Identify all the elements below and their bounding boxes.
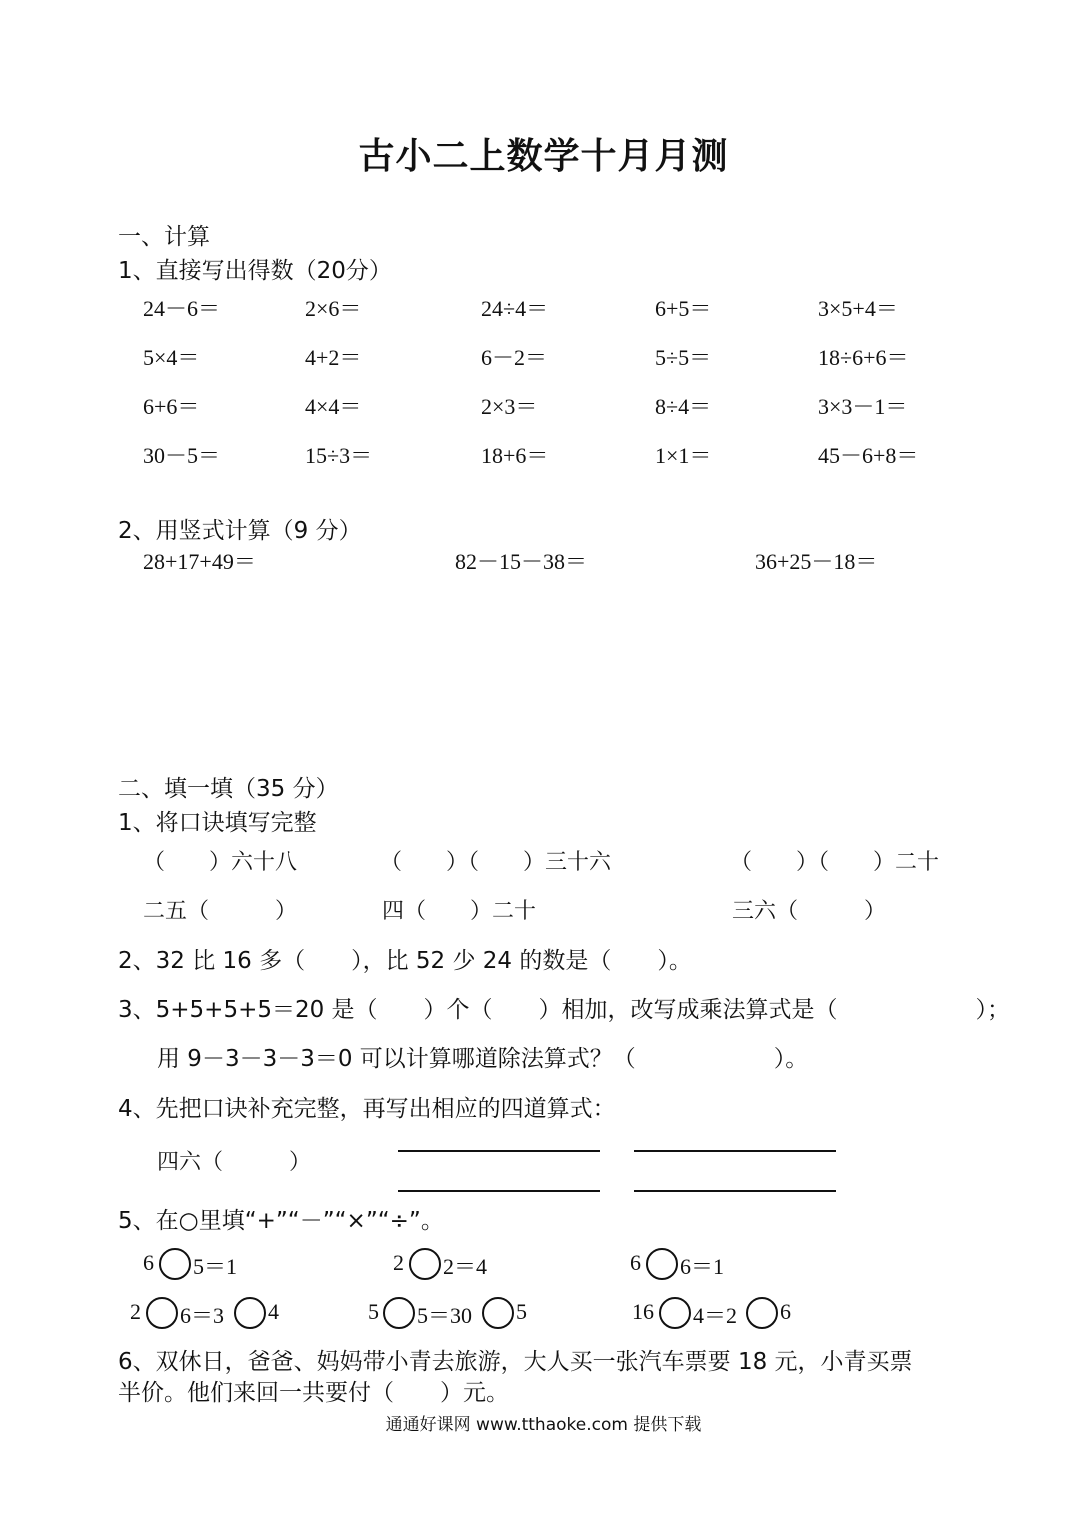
operand: 6: [143, 1250, 154, 1275]
answer-line: [398, 1150, 600, 1152]
q1-label: 1、直接写出得数（20分）: [118, 258, 392, 284]
operand: 2: [393, 1250, 404, 1275]
s2-q2: 2、32 比 16 多（ ），比 52 少 24 的数是（ ）。: [118, 948, 692, 974]
operand: 16: [632, 1299, 654, 1324]
operand: 2: [130, 1299, 141, 1324]
q2-label: 2、用竖式计算（9 分）: [118, 518, 362, 544]
operator-circle: [234, 1297, 266, 1329]
section2-heading: 二、填一填（35 分）: [118, 776, 339, 802]
operator-circle: [159, 1248, 191, 1280]
vertical-calc-item: 28+17+49＝: [143, 549, 256, 574]
operand: 6: [780, 1299, 791, 1324]
answer-line: [398, 1190, 600, 1192]
s2-q5-label: 5、在○里填“+”“－”“×”“÷”。: [118, 1208, 444, 1234]
operand: 4＝2: [693, 1303, 738, 1328]
operand: 4: [268, 1299, 279, 1324]
footer-credit: 通通好课网 www.tthaoke.com 提供下载: [385, 1415, 702, 1435]
operand: 2＝4: [443, 1254, 488, 1279]
calc-item: 2×6＝: [305, 296, 362, 321]
operator-circle: [646, 1248, 678, 1280]
calc-item: 1×1＝: [655, 443, 712, 468]
operand: 5: [516, 1299, 527, 1324]
s2-q4-prompt: 四六（ ）: [157, 1150, 312, 1175]
mnemonic-blank: 四（ ）二十: [382, 899, 537, 924]
operator-circle: [482, 1297, 514, 1329]
mnemonic-blank: 三六（ ）: [732, 899, 887, 924]
vertical-calc-item: 82－15－38＝: [455, 549, 588, 574]
s2-q1-label: 1、将口诀填写完整: [118, 810, 317, 836]
operator-circle: [146, 1297, 178, 1329]
calc-item: 4+2＝: [305, 345, 362, 370]
s2-q3-line1: 3、5+5+5+5＝20 是（ ）个（ ）相加，改写成乘法算式是（ ）；: [118, 997, 1011, 1023]
calc-item: 6－2＝: [481, 345, 548, 370]
operand: 6: [630, 1250, 641, 1275]
s2-q6-line1: 6、双休日，爸爸、妈妈带小青去旅游，大人买一张汽车票要 18 元，小青买票: [118, 1349, 913, 1375]
s2-q6-line2: 半价。他们来回一共要付（ ）元。: [118, 1380, 509, 1406]
mnemonic-blank: （ ）（ ）二十: [730, 850, 940, 875]
calc-item: 6+5＝: [655, 296, 712, 321]
operand: 6＝3: [180, 1303, 225, 1328]
s2-q3-line2: 用 9－3－3－3＝0 可以计算哪道除法算式？（ ）。: [157, 1046, 809, 1072]
mnemonic-blank: 二五（ ）: [143, 899, 298, 924]
calc-item: 15÷3＝: [305, 443, 373, 468]
calc-item: 18÷6+6＝: [818, 345, 909, 370]
calc-item: 8÷4＝: [655, 394, 712, 419]
section1-heading: 一、计算: [118, 224, 210, 250]
answer-line: [634, 1190, 836, 1192]
operand: 5＝1: [193, 1254, 238, 1279]
operator-circle: [383, 1297, 415, 1329]
calc-item: 24－6＝: [143, 296, 221, 321]
calc-item: 4×4＝: [305, 394, 362, 419]
operand: 5＝30: [417, 1303, 473, 1328]
calc-item: 30－5＝: [143, 443, 221, 468]
operator-circle: [746, 1297, 778, 1329]
mnemonic-blank: （ ）（ ）三十六: [380, 850, 612, 875]
answer-line: [634, 1150, 836, 1152]
vertical-calc-item: 36+25－18＝: [755, 549, 878, 574]
operand: 6＝1: [680, 1254, 725, 1279]
calc-item: 3×3－1＝: [818, 394, 908, 419]
calc-item: 5÷5＝: [655, 345, 712, 370]
calc-item: 3×5+4＝: [818, 296, 898, 321]
operator-circle: [659, 1297, 691, 1329]
calc-item: 24÷4＝: [481, 296, 549, 321]
calc-item: 45－6+8＝: [818, 443, 919, 468]
calc-item: 6+6＝: [143, 394, 200, 419]
s2-q4-label: 4、先把口诀补充完整，再写出相应的四道算式：: [118, 1096, 616, 1122]
calc-item: 18+6＝: [481, 443, 549, 468]
page-title: 古小二上数学十月月测: [358, 135, 729, 177]
operand: 5: [368, 1299, 379, 1324]
mnemonic-blank: （ ）六十八: [143, 850, 298, 875]
calc-item: 2×3＝: [481, 394, 538, 419]
calc-item: 5×4＝: [143, 345, 200, 370]
operator-circle: [409, 1248, 441, 1280]
